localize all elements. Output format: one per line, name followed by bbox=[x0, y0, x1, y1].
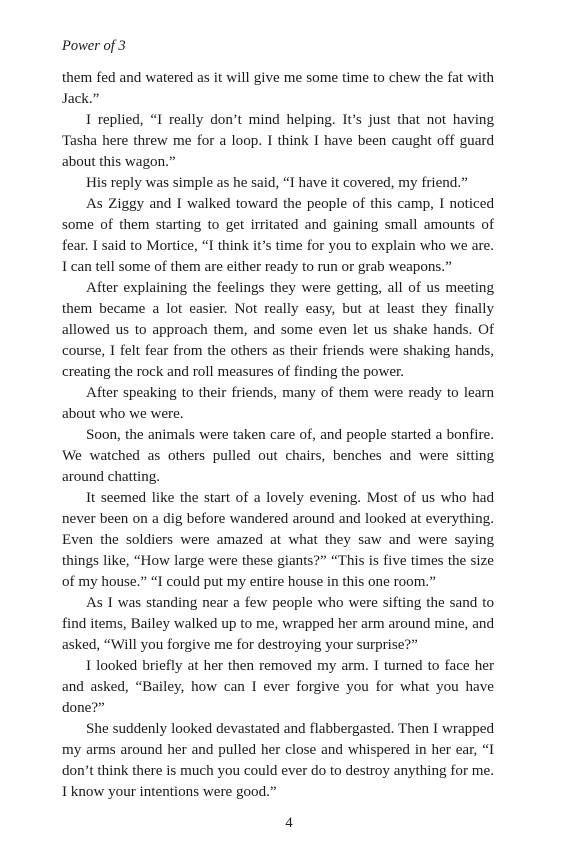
body-text bbox=[62, 68, 494, 803]
running-head: Power of 3 bbox=[62, 38, 126, 54]
paragraph: It seemed like the start of a lovely evening. Most of us who had never been on a dig before wandered around and looked at everything. Even the soldiers were amazed at what they saw and were saying things like, “How large were these giants?” “This is five times the size of my house.” “I could put my entire house in this one room.” bbox=[62, 490, 494, 590]
paragraph: After explaining the feelings they were getting, all of us meeting them became a lot easier. Not really easy, but at least they finally allowed us to approach them, and some even let us shake hands. Of course, I felt fear from the others as their friends were shaking hands, creating the rock and roll measures of finding the power. bbox=[62, 280, 494, 380]
page-number: 4 bbox=[285, 815, 293, 831]
paragraph: Soon, the animals were taken care of, and people started a bonfire. We watched as others pulled out chairs, benches and were sitting around chatting. bbox=[62, 427, 494, 485]
paragraph: them fed and watered as it will give me some time to chew the fat with Jack.” bbox=[62, 70, 494, 107]
paragraph: As I was standing near a few people who were sifting the sand to find items, Bailey walked up to me, wrapped her arm around mine, and asked, “Will you forgive me for destroying your surprise?” bbox=[62, 595, 494, 653]
paragraph: After speaking to their friends, many of them were ready to learn about who we were. bbox=[62, 385, 494, 422]
paragraph: His reply was simple as he said, “I have it covered, my friend.” bbox=[86, 175, 468, 191]
paragraph: I replied, “I really don’t mind helping. It’s just that not having Tasha here threw me for a loop. I think I have been caught off guard about this wagon.” bbox=[62, 112, 494, 170]
paragraph: She suddenly looked devastated and flabbergasted. Then I wrapped my arms around her and pulled her close and whispered in her ear, “I don’t think there is much you could ever do to destroy anything for me. I know your intentions were good.” bbox=[62, 721, 494, 800]
book-page bbox=[62, 36, 494, 803]
paragraph: I looked briefly at her then removed my arm. I turned to face her and asked, “Bailey, how can I ever forgive you for what you have done?” bbox=[62, 658, 494, 716]
paragraph: As Ziggy and I walked toward the people of this camp, I noticed some of them starting to get irritated and gaining small amounts of fear. I said to Mortice, “I think it’s time for you to explain who we are. I can tell some of them are either ready to run or grab weapons.” bbox=[62, 196, 494, 275]
